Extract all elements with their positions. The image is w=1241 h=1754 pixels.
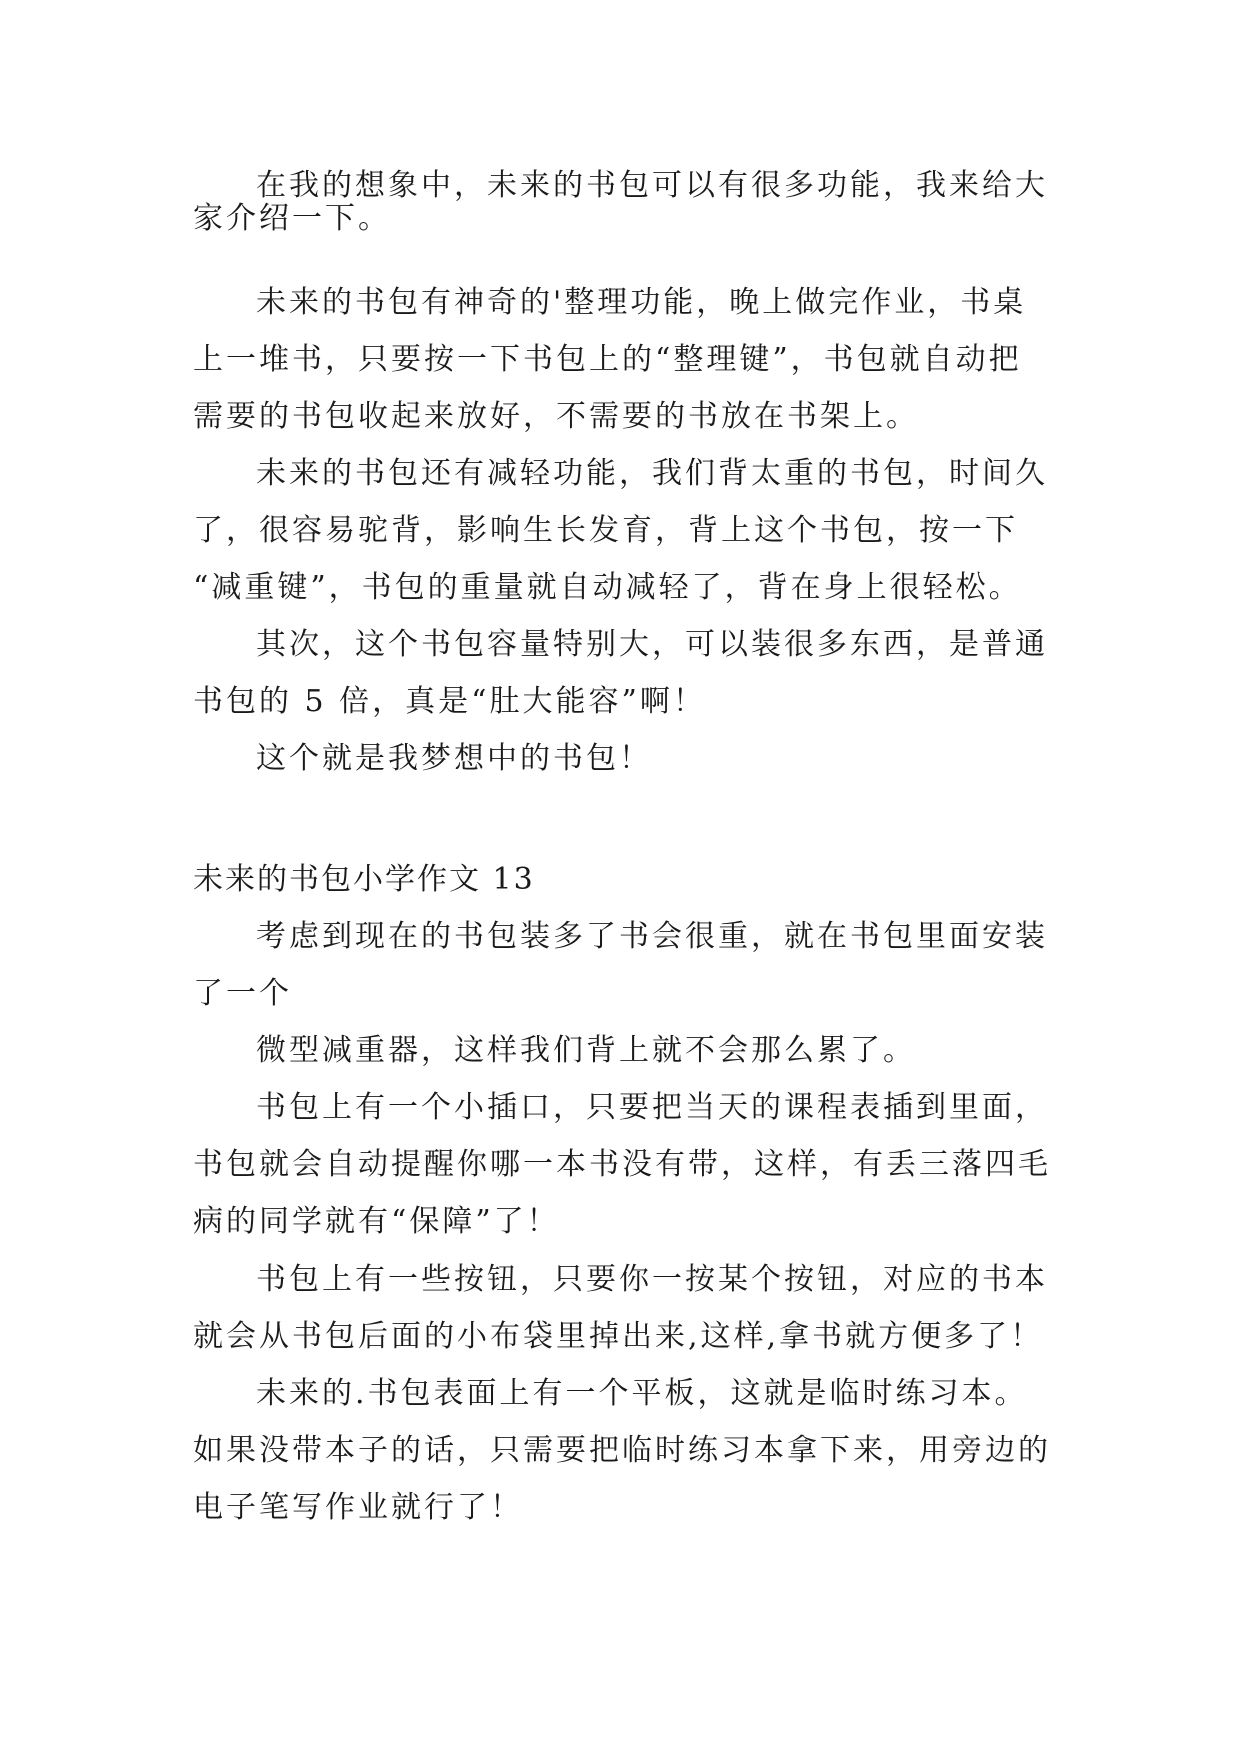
paragraph-line: 未来的书包还有减轻功能，我们背太重的书包，时间久 xyxy=(256,456,1048,491)
section-title: 未来的书包小学作文 13 xyxy=(193,862,535,897)
paragraph-line: 上一堆书，只要按一下书包上的“整理键”，书包就自动把 xyxy=(193,342,1022,377)
paragraph-line: 病的同学就有“保障”了！ xyxy=(193,1204,560,1239)
paragraph-line: 电子笔写作业就行了！ xyxy=(193,1490,523,1525)
paragraph-line: 家介绍一下。 xyxy=(193,201,391,236)
paragraph-line: 其次，这个书包容量特别大，可以装很多东西，是普通 xyxy=(256,627,1048,662)
paragraph-line: 如果没带本子的话，只需要把临时练习本拿下来，用旁边的 xyxy=(193,1433,1051,1468)
paragraph-line: 微型减重器，这样我们背上就不会那么累了。 xyxy=(256,1033,916,1068)
paragraph-line: 在我的想象中，未来的书包可以有很多功能，我来给大 xyxy=(256,168,1048,203)
paragraph-line: 需要的书包收起来放好，不需要的书放在书架上。 xyxy=(193,399,919,434)
paragraph-line: 书包上有一个小插口，只要把当天的课程表插到里面， xyxy=(256,1090,1048,1125)
paragraph-line: 书包就会自动提醒你哪一本书没有带，这样，有丢三落四毛 xyxy=(193,1147,1051,1182)
paragraph-line: “减重键”，书包的重量就自动减轻了，背在身上很轻松。 xyxy=(193,570,1022,605)
paragraph-line: 了，很容易驼背，影响生长发育，背上这个书包，按一下 xyxy=(193,513,1018,548)
paragraph-line: 考虑到现在的书包装多了书会很重，就在书包里面安装 xyxy=(256,919,1048,954)
paragraph-line: 了一个 xyxy=(193,976,292,1011)
paragraph-line: 书包上有一些按钮，只要你一按某个按钮，对应的书本 xyxy=(256,1262,1048,1297)
paragraph-line: 未来的书包有神奇的'整理功能，晚上做完作业，书桌 xyxy=(256,285,1027,320)
paragraph-line: 未来的.书包表面上有一个平板，这就是临时练习本。 xyxy=(256,1376,1028,1411)
paragraph-line: 书包的 5 倍，真是“肚大能容”啊！ xyxy=(193,684,706,719)
paragraph-line: 这个就是我梦想中的书包！ xyxy=(256,741,652,776)
paragraph-line: 就会从书包后面的小布袋里掉出来,这样,拿书就方便多了！ xyxy=(193,1319,1044,1354)
